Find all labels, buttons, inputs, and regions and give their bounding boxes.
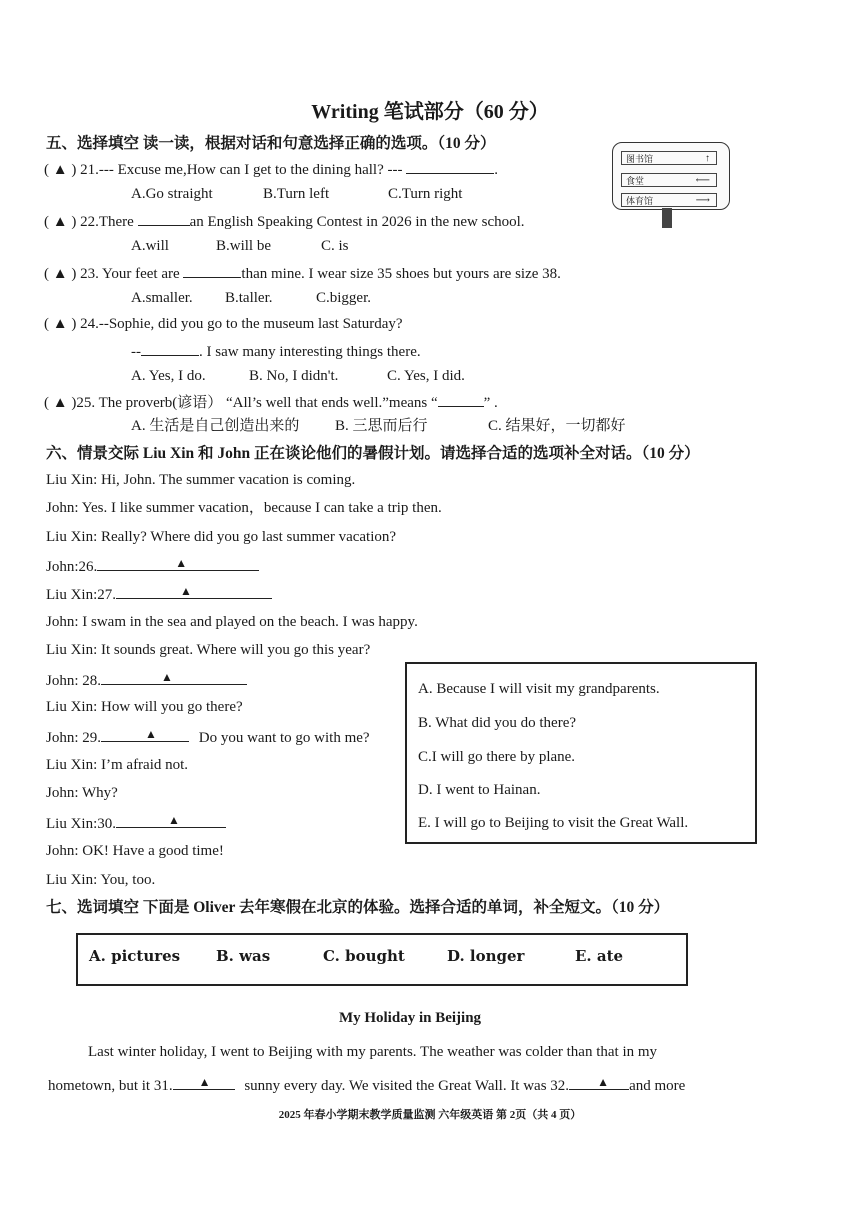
- answer-blank[interactable]: [101, 727, 189, 742]
- triangle-marker-icon: ▲: [597, 1075, 609, 1089]
- arrow-left-icon: ⟵: [695, 175, 710, 186]
- triangle-marker-icon: ▲: [168, 813, 180, 827]
- q24-option-c: C. Yes, I did.: [387, 368, 465, 384]
- answer-blank[interactable]: [438, 392, 484, 407]
- passage-line-2: hometown, but it 31. ▲ sunny every day. We visited the Great Wall. It was 32. ▲ and more: [48, 1075, 686, 1094]
- question-24: ( ▲ ) 24.--Sophie, did you go to the museum last Saturday?: [44, 316, 403, 332]
- q25-option-c: C. 结果好，一切都好: [488, 418, 626, 434]
- q24-option-b: B. No, I didn't.: [249, 368, 339, 384]
- triangle-marker-icon: ▲: [161, 670, 173, 684]
- word-option-d: D. longer: [447, 947, 525, 965]
- dialogue-options-box: [405, 662, 757, 844]
- dialogue-line-26: John:26. ▲: [46, 556, 259, 576]
- word-option-c: C. bought: [323, 947, 405, 965]
- answer-blank[interactable]: [569, 1075, 629, 1090]
- q24-option-a: A. Yes, I do.: [131, 368, 206, 384]
- dialogue-line-28: John: 28. ▲: [46, 670, 247, 690]
- dialogue-line: Liu Xin: Hi, John. The summer vacation is coming.: [46, 472, 356, 488]
- q25-option-a: A. 生活是自己创造出来的: [131, 418, 300, 434]
- q22-option-c: C. is: [321, 238, 349, 254]
- sign-post: [662, 208, 672, 228]
- answer-blank[interactable]: [116, 813, 226, 828]
- direction-sign: [612, 142, 730, 210]
- passage-title: My Holiday in Beijing: [338, 1010, 482, 1026]
- q23-option-c: C.bigger.: [316, 290, 371, 306]
- dialogue-line: Liu Xin: I’m afraid not.: [46, 757, 189, 773]
- question-25: ( ▲ )25. The proverb(谚语） “All’s well that ends well.”means “ ” .: [44, 392, 498, 412]
- section-6-heading: 六、情景交际 Liu Xin 和 John 正在谈论他们的暑假计划。请选择合适的选项补全对话。（10 分）: [46, 445, 700, 462]
- question-24-response: -- . I saw many interesting things there.: [131, 341, 421, 361]
- word-option-b: B. was: [216, 947, 271, 965]
- dialogue-option-d: D. I went to Hainan.: [418, 782, 541, 798]
- dialogue-line-29: John: 29. ▲ Do you want to go with me?: [46, 727, 370, 746]
- triangle-marker-icon: ▲: [145, 727, 157, 741]
- dialogue-option-c: C.I will go there by plane.: [418, 749, 576, 765]
- dialogue-line-27: Liu Xin:27. ▲: [46, 584, 272, 604]
- q21-option-a: A.Go straight: [131, 186, 213, 202]
- dialogue-option-b: B. What did you do there?: [418, 715, 577, 731]
- q22-option-b: B.will be: [216, 238, 271, 254]
- q21-option-c: C.Turn right: [388, 186, 463, 202]
- answer-blank[interactable]: [406, 159, 494, 174]
- section-7-heading: 七、选词填空 下面是 Oliver 去年寒假在北京的体验。选择合适的单词，补全短文。（10 分）: [46, 899, 670, 916]
- word-bank: [76, 933, 688, 986]
- answer-blank[interactable]: [138, 211, 190, 226]
- answer-blank[interactable]: [116, 584, 272, 599]
- q22-option-a: A.will: [131, 238, 169, 254]
- page-title: Writing 笔试部分（60 分）: [311, 101, 549, 123]
- q23-option-b: B.taller.: [225, 290, 273, 306]
- dialogue-line: Liu Xin: How will you go there?: [46, 699, 243, 715]
- answer-blank[interactable]: [141, 341, 199, 356]
- word-option-e: E. ate: [575, 947, 624, 965]
- triangle-marker-icon: ▲: [198, 1075, 211, 1089]
- word-option-a: A. pictures: [89, 947, 181, 965]
- dialogue-option-e: E. I will go to Beijing to visit the Great Wall.: [418, 815, 689, 831]
- sign-dining-hall: 食堂 ⟵: [621, 173, 717, 187]
- answer-blank[interactable]: [97, 556, 259, 571]
- arrow-up-icon: ↑: [705, 153, 710, 164]
- sign-library: 图书馆 ↑: [621, 151, 717, 165]
- page-footer: 2025 年春小学期末教学质量监测 六年级英语 第 2页（共 4 页）: [278, 1109, 582, 1121]
- answer-blank[interactable]: [173, 1075, 235, 1090]
- dialogue-option-a: A. Because I will visit my grandparents.: [418, 681, 660, 697]
- q25-option-b: B. 三思而后行: [335, 418, 428, 434]
- dialogue-line: John: Why?: [46, 785, 118, 801]
- question-22: ( ▲ ) 22.There an English Speaking Contest in 2026 in the new school.: [44, 211, 525, 231]
- dialogue-line-30: Liu Xin:30. ▲: [46, 813, 226, 833]
- answer-blank[interactable]: [101, 670, 247, 685]
- passage-line-1: Last winter holiday, I went to Beijing with my parents. The weather was colder than that in my: [88, 1044, 658, 1060]
- q21-option-b: B.Turn left: [263, 186, 330, 202]
- triangle-marker-icon: ▲: [175, 556, 188, 570]
- question-21: ( ▲ ) 21.--- Excuse me,How can I get to the dining hall? --- .: [44, 159, 498, 179]
- dialogue-line: Liu Xin: It sounds great. Where will you go this year?: [46, 642, 371, 658]
- arrow-right-icon: ⟶: [695, 195, 710, 206]
- sign-gym: 体育馆 ⟶: [621, 193, 717, 207]
- answer-blank[interactable]: [183, 263, 241, 278]
- triangle-marker-icon: ▲: [180, 584, 192, 598]
- q23-option-a: A.smaller.: [131, 290, 193, 306]
- dialogue-line: John: Yes. I like summer vacation，because I can take a trip then.: [46, 500, 442, 516]
- dialogue-line: Liu Xin: Really? Where did you go last summer vacation?: [46, 529, 397, 545]
- section-5-heading: 五、选择填空 读一读，根据对话和句意选择正确的选项。（10 分）: [46, 135, 496, 152]
- dialogue-line: John: I swam in the sea and played on the beach. I was happy.: [46, 614, 418, 630]
- dialogue-line: John: OK! Have a good time!: [46, 843, 224, 859]
- question-23: ( ▲ ) 23. Your feet are than mine. I wear size 35 shoes but yours are size 38.: [44, 263, 561, 283]
- dialogue-line: Liu Xin: You, too.: [46, 872, 156, 888]
